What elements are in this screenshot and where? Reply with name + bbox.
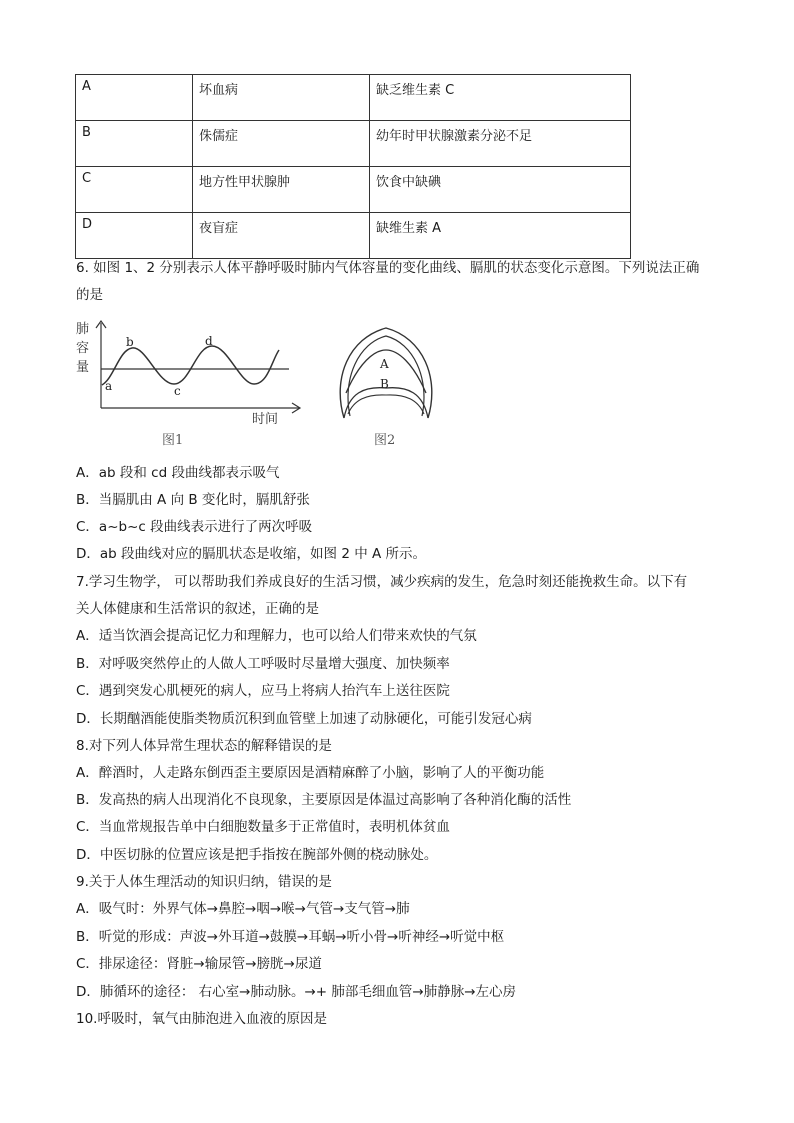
table-row <box>76 213 631 259</box>
table-cell-cause: 幼年时甲状腺激素分泌不足 <box>370 121 631 167</box>
table-row <box>76 167 631 213</box>
table-cell-letter: C <box>76 167 193 213</box>
fig2-label-b: B <box>380 377 389 391</box>
q8-option-c: C．当血常规报告单中白细胞数量多于正常值时，表明机体贫血 <box>76 819 450 835</box>
q9-option-c: C．排尿途径：肾脏→输尿管→膀胱→尿道 <box>76 956 322 972</box>
q9-stem: 9.关于人体生理活动的知识归纳，错误的是 <box>76 874 332 890</box>
q9-option-d: D．肺循环的途径： 右心室→肺动脉。→+ 肺部毛细血管→肺静脉→左心房 <box>76 984 517 1000</box>
table-cell-cause: 饮食中缺碘 <box>370 167 631 213</box>
table-cell-cause: 缺乏维生素 C <box>370 75 631 121</box>
fig1-point-c: c <box>174 384 181 398</box>
q7-stem-line2: 关人体健康和生活常识的叙述，正确的是 <box>76 601 319 617</box>
fig1-point-d: d <box>205 334 213 348</box>
q6-option-a: A．ab 段和 cd 段曲线都表示吸气 <box>76 465 280 481</box>
q7-option-c: C．遇到突发心肌梗死的病人，应马上将病人抬汽车上送往医院 <box>76 683 450 699</box>
table-cell-disease: 侏儒症 <box>193 121 370 167</box>
fig1-xlabel: 时间 <box>252 412 279 427</box>
q6-option-c: C．a~b~c 段曲线表示进行了两次呼吸 <box>76 519 313 535</box>
q8-option-d: D．中医切脉的位置应该是把手指按在腕部外侧的桡动脉处。 <box>76 847 438 863</box>
fig1-volume-curve <box>102 346 279 385</box>
q7-option-d: D．长期酗酒能使脂类物质沉积到血管壁上加速了动脉硬化，可能引发冠心病 <box>76 711 532 727</box>
table-row <box>76 75 631 121</box>
q7-option-a: A．适当饮酒会提高记忆力和理解力，也可以给人们带来欢快的气氛 <box>76 628 477 644</box>
fig1-ylabel-char: 容 <box>76 341 90 356</box>
fig2-caption: 图2 <box>374 433 396 448</box>
fig2-label-a: A <box>380 357 389 371</box>
table-cell-disease: 坏血病 <box>193 75 370 121</box>
q8-option-b: B．发高热的病人出现消化不良现象，主要原因是体温过高影响了各种消化酶的活性 <box>76 792 572 808</box>
fig1-caption: 图1 <box>162 433 184 448</box>
figure1-lung-volume-curve <box>76 321 300 448</box>
q6-stem-line1: 6. 如图 1、2 分别表示人体平静呼吸时肺内气体容量的变化曲线、膈肌的状态变化示意图。下列说法正确 <box>76 260 700 276</box>
fig1-point-a: a <box>105 379 113 393</box>
q6-option-b: B．当膈肌由 A 向 B 变化时，膈肌舒张 <box>76 492 310 508</box>
q10-stem: 10.呼吸时，氧气由肺泡进入血液的原因是 <box>76 1011 327 1027</box>
q8-stem: 8.对下列人体异常生理状态的解释错误的是 <box>76 738 332 754</box>
disease-cause-table <box>75 74 631 259</box>
fig2-diaphragm-b-inner <box>348 395 424 414</box>
q9-option-b: B．听觉的形成：声波→外耳道→鼓膜→耳蜗→听小骨→听神经→听觉中枢 <box>76 929 505 945</box>
table-cell-disease: 地方性甲状腺肿 <box>193 167 370 213</box>
q7-option-b: B．对呼吸突然停止的人做人工呼吸时尽量增大强度、加快频率 <box>76 656 450 672</box>
q9-option-a: A．吸气时：外界气体→鼻腔→咽→喉→气管→支气管→肺 <box>76 901 410 917</box>
table-row <box>76 121 631 167</box>
table-cell-disease: 夜盲症 <box>193 213 370 259</box>
fig1-ylabel-char: 肺 <box>76 322 90 337</box>
fig1-ylabel-char: 量 <box>76 360 90 375</box>
table-cell-letter: A <box>76 75 193 121</box>
table-cell-cause: 缺维生素 A <box>370 213 631 259</box>
q7-stem-line1: 7.学习生物学， 可以帮助我们养成良好的生活习惯，减少疾病的发生，危急时刻还能挽救生命。以下有 <box>76 574 688 590</box>
q8-option-a: A．醉酒时，人走路东倒西歪主要原因是酒精麻醉了小脑，影响了人的平衡功能 <box>76 765 545 781</box>
q6-stem-line2: 的是 <box>76 287 103 303</box>
fig1-point-b: b <box>126 335 134 349</box>
fig2-inner-outline <box>348 336 424 416</box>
q6-figures <box>74 318 474 456</box>
q6-option-d: D．ab 段曲线对应的膈肌状态是收缩，如图 2 中 A 所示。 <box>76 546 427 562</box>
table-cell-letter: D <box>76 213 193 259</box>
table-cell-letter: B <box>76 121 193 167</box>
figure2-diaphragm-states <box>340 328 432 448</box>
